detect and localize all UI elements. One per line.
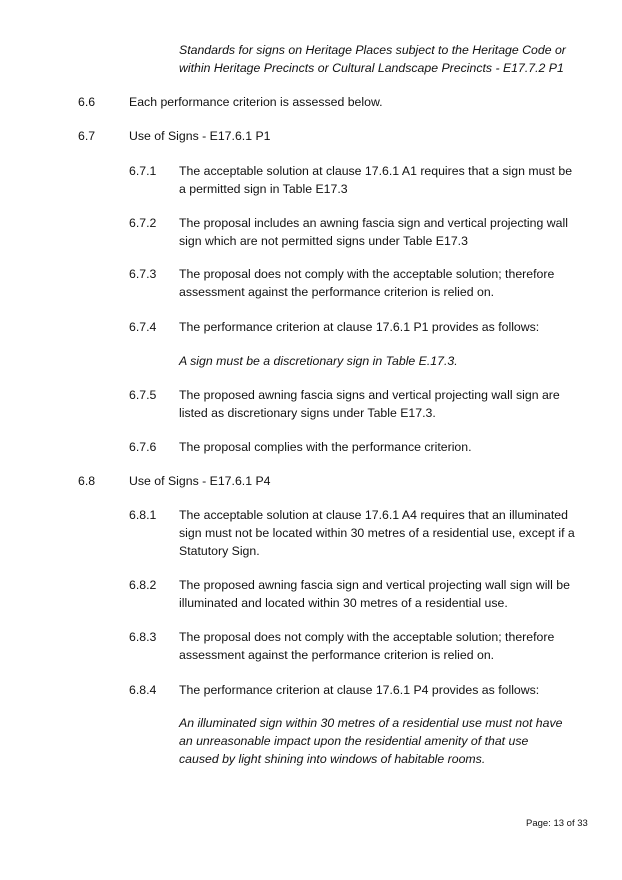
clause-number: 6.8.2: [129, 578, 157, 592]
clause-line: Statutory Sign.: [179, 544, 260, 558]
clause-text: [179, 265, 554, 301]
quote-line: An illuminated sign within 30 metres of a residential use must not have: [179, 716, 563, 730]
clause-number: 6.8.4: [129, 683, 157, 697]
clause-text: [179, 162, 572, 198]
clause-text: [179, 318, 539, 336]
clause-number: 6.7.5: [129, 388, 157, 402]
clause-text: [179, 506, 575, 560]
clause-line: The performance criterion at clause 17.6.1 P1 provides as follows:: [179, 320, 540, 334]
intro-heading-line: Standards for signs on Heritage Places subject to the Heritage Code or: [179, 43, 566, 57]
clause-line: assessment against the performance criterion is relied on.: [179, 648, 495, 662]
section-title: Use of Signs - E17.6.1 P1: [129, 129, 271, 143]
clause-number: 6.7.6: [129, 440, 157, 454]
clause-line: The acceptable solution at clause 17.6.1 A1 requires that a sign must be: [179, 164, 573, 178]
clause-line: The proposal includes an awning fascia sign and vertical projecting wall: [179, 216, 568, 230]
clause-number: 6.7.4: [129, 320, 157, 334]
clause-text: [179, 576, 570, 612]
section-text: Each performance criterion is assessed below.: [129, 95, 383, 109]
section-number: 6.6: [78, 95, 96, 109]
clause-line: The proposed awning fascia signs and vertical projecting wall sign are: [179, 388, 560, 402]
clause-text: [179, 438, 472, 456]
intro-heading-line: within Heritage Precincts or Cultural Landscape Precincts - E17.7.2 P1: [179, 61, 564, 75]
clause-line: sign which are not permitted signs under Table E17.3: [179, 234, 468, 248]
quote-line: an unreasonable impact upon the residential amenity of that use: [179, 734, 529, 748]
clause-number: 6.7.3: [129, 267, 157, 281]
page-number: Page: 13 of 33: [526, 818, 588, 829]
quote-line: caused by light shining into windows of habitable rooms.: [179, 752, 486, 766]
clause-text: [179, 628, 554, 664]
clause-line: listed as discretionary signs under Table E17.3.: [179, 406, 436, 420]
quoted-criterion: [179, 714, 562, 768]
clause-line: a permitted sign in Table E17.3: [179, 182, 348, 196]
intro-heading: [179, 41, 566, 77]
clause-line: sign must not be located within 30 metres of a residential use, except if a: [179, 526, 575, 540]
quoted-criterion: A sign must be a discretionary sign in Table E.17.3.: [179, 354, 458, 368]
section-number: 6.8: [78, 474, 96, 488]
clause-line: illuminated and located within 30 metres of a residential use.: [179, 596, 508, 610]
clause-line: The proposal does not comply with the acceptable solution; therefore: [179, 630, 555, 644]
clause-line: assessment against the performance criterion is relied on.: [179, 285, 495, 299]
clause-line: The performance criterion at clause 17.6.1 P4 provides as follows:: [179, 683, 540, 697]
section-number: 6.7: [78, 129, 96, 143]
clause-text: [179, 681, 539, 699]
clause-number: 6.7.1: [129, 164, 157, 178]
clause-number: 6.8.1: [129, 508, 157, 522]
clause-line: The proposal does not comply with the acceptable solution; therefore: [179, 267, 555, 281]
clause-text: [179, 386, 560, 422]
clause-line: The proposed awning fascia sign and vertical projecting wall sign will be: [179, 578, 570, 592]
clause-text: [179, 214, 568, 250]
clause-number: 6.8.3: [129, 630, 157, 644]
section-title: Use of Signs - E17.6.1 P4: [129, 474, 271, 488]
clause-line: The acceptable solution at clause 17.6.1 A4 requires that an illuminated: [179, 508, 568, 522]
clause-line: The proposal complies with the performance criterion.: [179, 440, 472, 454]
clause-number: 6.7.2: [129, 216, 157, 230]
